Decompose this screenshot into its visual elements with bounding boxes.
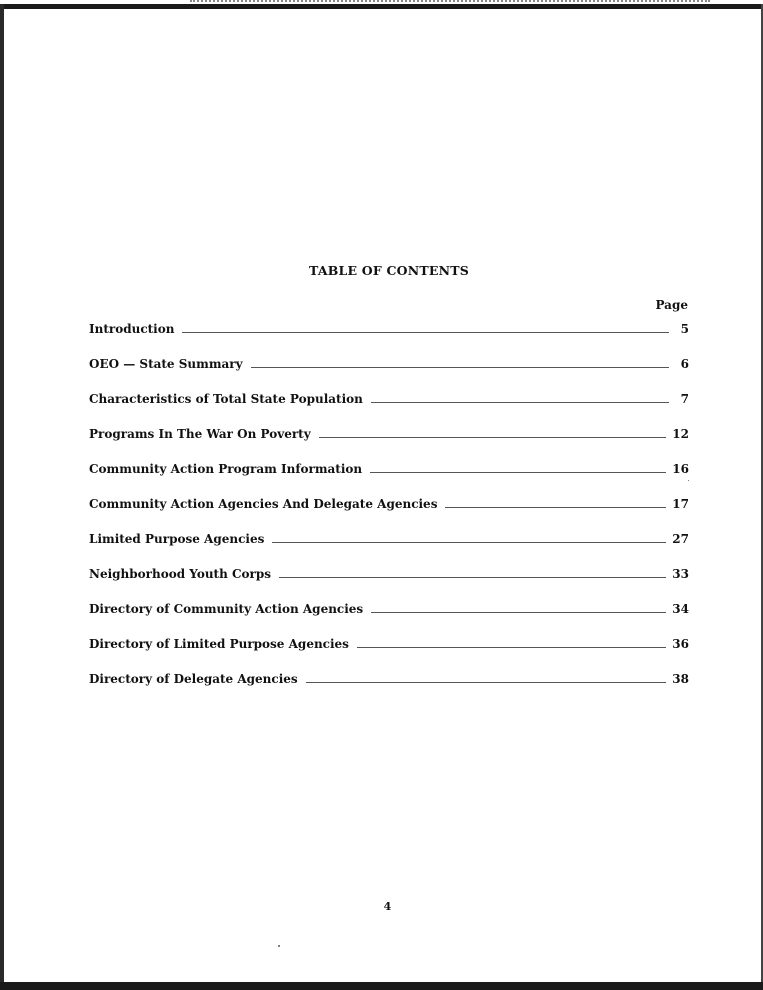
toc-entry-page: 38 <box>672 672 689 686</box>
page-edge-left <box>0 4 4 984</box>
toc-entry-page: 34 <box>672 602 689 616</box>
toc-leader-line <box>357 647 666 648</box>
toc-entry-page: 6 <box>680 357 689 371</box>
toc-leader-line <box>371 612 666 613</box>
toc-entry-label: Neighborhood Youth Corps <box>89 567 272 581</box>
toc-entry-page: 33 <box>672 567 689 581</box>
toc-leader-line <box>251 367 669 368</box>
toc-entry-label: Limited Purpose Agencies <box>89 532 265 546</box>
toc-entry-page: 27 <box>672 532 689 546</box>
toc-entry-label: Community Action Agencies And Delegate Agencies <box>89 497 438 511</box>
toc-entry[interactable] <box>89 528 689 563</box>
toc-entry-page: 16 <box>672 462 689 476</box>
toc-entry-label: Characteristics of Total State Population <box>89 392 363 406</box>
toc-leader-line <box>445 507 666 508</box>
toc-leader-line <box>272 542 666 543</box>
toc-entry[interactable] <box>89 388 689 423</box>
toc-entry[interactable] <box>89 633 689 668</box>
scan-speck <box>278 945 280 947</box>
toc-entry[interactable] <box>89 598 689 633</box>
toc-entry[interactable] <box>89 563 689 598</box>
table-of-contents <box>89 318 689 703</box>
toc-entry[interactable] <box>89 493 689 528</box>
toc-entry[interactable] <box>89 353 689 388</box>
toc-entry[interactable] <box>89 423 689 458</box>
toc-entry[interactable] <box>89 458 689 493</box>
toc-entry-label: OEO — State Summary <box>89 357 243 371</box>
toc-leader-line <box>370 472 666 473</box>
document-title: TABLE OF CONTENTS <box>309 263 469 278</box>
toc-leader-line <box>306 682 667 683</box>
toc-leader-line <box>279 577 666 578</box>
toc-entry-page: 5 <box>680 322 689 336</box>
toc-entry-label: Directory of Community Action Agencies <box>89 602 364 616</box>
toc-leader-line <box>182 332 669 333</box>
toc-leader-line <box>319 437 667 438</box>
toc-entry-label: Community Action Program Information <box>89 462 363 476</box>
toc-entry-page: 17 <box>672 497 689 511</box>
scan-speck <box>688 480 689 481</box>
toc-entry-page: 36 <box>672 637 689 651</box>
toc-entry-label: Programs In The War On Poverty <box>89 427 311 441</box>
page-edge-top <box>0 4 763 9</box>
toc-entry[interactable] <box>89 668 689 703</box>
toc-leader-line <box>371 402 669 403</box>
toc-entry-page: 7 <box>680 392 689 406</box>
page-number: 4 <box>383 900 392 913</box>
page-edge-bottom <box>0 982 763 990</box>
page-column-header: Page <box>655 298 688 312</box>
toc-entry-label: Directory of Limited Purpose Agencies <box>89 637 349 651</box>
toc-entry-label: Directory of Delegate Agencies <box>89 672 298 686</box>
toc-entry-page: 12 <box>672 427 689 441</box>
toc-entry-label: Introduction <box>89 322 175 336</box>
toc-entry[interactable] <box>89 318 689 353</box>
